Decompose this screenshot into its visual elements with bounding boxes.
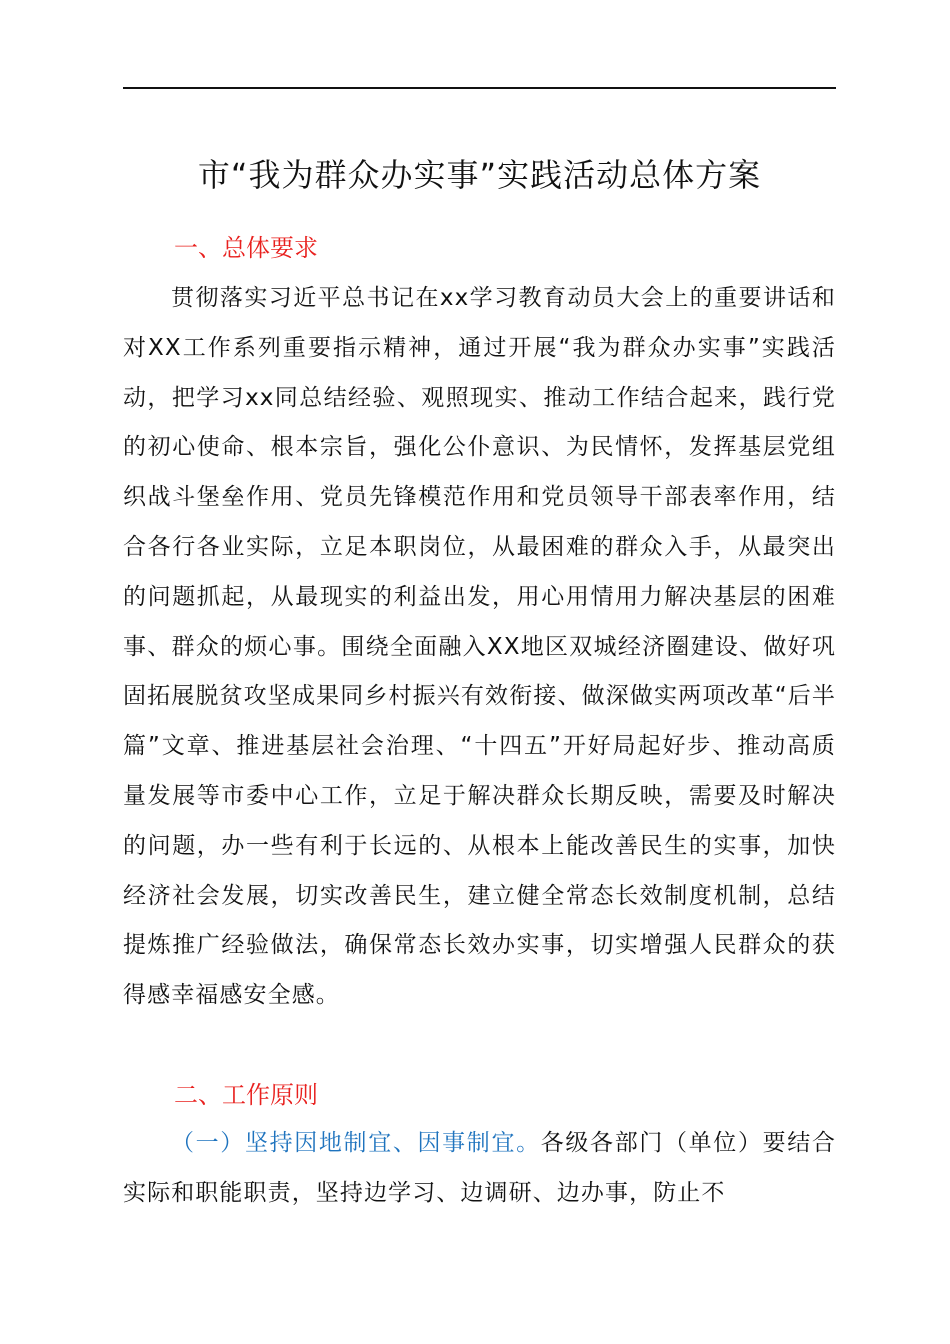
document-title: 市“我为群众办实事”实践活动总体方案 <box>197 156 762 194</box>
section-heading-work-principles: 二、工作原则 <box>174 1081 318 1109</box>
principle-one-heading: （一）坚持因地制宜、因事制宜。 <box>171 1130 541 1156</box>
overall-requirements-paragraph: 贯彻落实习近平总书记在xx学习教育动员大会上的重要讲话和对XX工作系列重要指示精神，通过开展“我为群众办实事”实践活动，把学习xx同总结经验、观照现实、推动工作结合起来，践行党的初心使命、根本宗旨，强化公仆意识、为民情怀，发挥基层党组织战斗堡垒作用、党员先锋模范作用和党员领导干部表率作用，结合各行各业实际，立足本职岗位，从最困难的群众入手，从最突出的问题抓起，从最现实的利益出发，用心用情用力解决基层的困难事、群众的烦心事。围绕全面融入XX地区双城经济圈建设、做好巩固拓展脱贫攻坚成果同乡村振兴有效衔接、做深做实两项改革“后半篇”文章、推进基层社会治理、“十四五”开好局起好步、推动高质量发展等市委中心工作，立足于解决群众长期反映，需要及时解决的问题，办一些有利于长远的、从根本上能改善民生的实事，加快经济社会发展，切实改善民生，建立健全常态长效制度机制，总结提炼推广经验做法，确保常态长效办实事，切实增强人民群众的获得感幸福感安全感。 <box>123 285 836 1009</box>
section-heading-overall-requirements: 一、总体要求 <box>174 234 318 262</box>
work-principles-paragraph <box>123 1119 836 1219</box>
header-rule <box>123 87 836 89</box>
principle-one-text: 各级各部门（单位）要结合实际和职能职责，坚持边学习、边调研、边办事，防止不 <box>123 1130 836 1206</box>
